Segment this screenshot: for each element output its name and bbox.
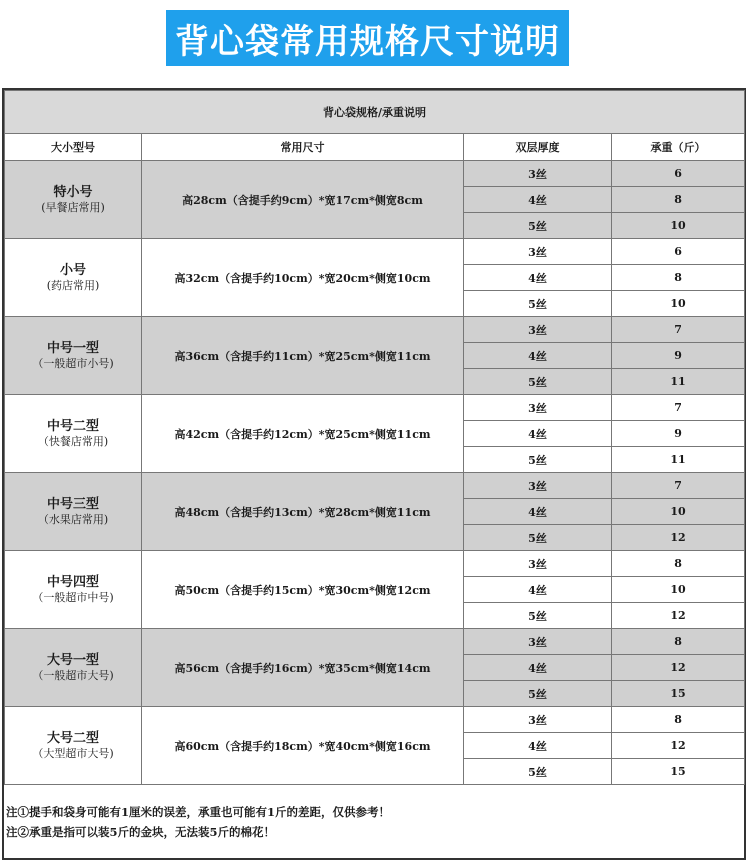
thickness-cell: 5丝 <box>464 681 612 707</box>
common-size-cell: 高50cm（含提手约15cm）*宽30cm*侧宽12cm <box>142 551 464 629</box>
size-model-cell <box>5 707 142 785</box>
thickness-cell: 5丝 <box>464 447 612 473</box>
size-model-name: 大号一型 <box>46 652 99 668</box>
footnote-1: 注①提手和袋身可能有1厘米的误差，承重也可能有1斤的差距，仅供参考！ <box>6 805 390 819</box>
common-size-cell: 高60cm（含提手约18cm）*宽40cm*侧宽16cm <box>142 707 464 785</box>
thickness-cell: 4丝 <box>464 343 612 369</box>
load-cell: 8 <box>612 187 745 213</box>
table-row <box>5 395 745 421</box>
size-model-name: 中号一型 <box>46 340 99 356</box>
thickness-cell: 3丝 <box>464 473 612 499</box>
thickness-cell: 3丝 <box>464 161 612 187</box>
size-model-name: 特小号 <box>53 184 93 200</box>
size-model-note: (早餐店常用) <box>41 200 105 214</box>
spec-table-frame <box>2 88 746 860</box>
size-model-cell <box>5 161 142 239</box>
size-model-cell <box>5 629 142 707</box>
common-size-cell: 高48cm（含提手约13cm）*宽28cm*侧宽11cm <box>142 473 464 551</box>
load-cell: 10 <box>612 499 745 525</box>
size-model-note: （快餐店常用) <box>37 434 109 448</box>
thickness-cell: 4丝 <box>464 655 612 681</box>
table-row <box>5 629 745 655</box>
thickness-cell: 3丝 <box>464 395 612 421</box>
load-cell: 7 <box>612 317 745 343</box>
load-cell: 8 <box>612 265 745 291</box>
load-cell: 6 <box>612 161 745 187</box>
size-model-name: 中号四型 <box>46 574 99 590</box>
load-cell: 10 <box>612 577 745 603</box>
table-row <box>5 551 745 577</box>
load-cell: 12 <box>612 525 745 551</box>
table-title: 背心袋规格/承重说明 <box>5 91 745 134</box>
load-cell: 10 <box>612 291 745 317</box>
table-body <box>5 161 745 785</box>
size-model-cell <box>5 395 142 473</box>
thickness-cell: 4丝 <box>464 733 612 759</box>
common-size-cell: 高28cm（含提手约9cm）*宽17cm*侧宽8cm <box>142 161 464 239</box>
thickness-cell: 4丝 <box>464 421 612 447</box>
header-thickness: 双层厚度 <box>464 134 612 161</box>
size-model-name: 大号二型 <box>46 730 99 746</box>
common-size-cell: 高56cm（含提手约16cm）*宽35cm*侧宽14cm <box>142 629 464 707</box>
size-model-note: （一般超市大号) <box>32 668 114 682</box>
table-row <box>5 707 745 733</box>
size-model-note: （水果店常用) <box>37 512 109 526</box>
size-model-note: （一般超市小号) <box>32 356 114 370</box>
size-model-note: (药店常用) <box>46 278 100 292</box>
load-cell: 8 <box>612 551 745 577</box>
load-cell: 6 <box>612 239 745 265</box>
thickness-cell: 4丝 <box>464 265 612 291</box>
header-common-size: 常用尺寸 <box>142 134 464 161</box>
load-cell: 11 <box>612 369 745 395</box>
thickness-cell: 5丝 <box>464 291 612 317</box>
size-model-cell <box>5 473 142 551</box>
size-model-name: 小号 <box>59 262 86 278</box>
table-row <box>5 239 745 265</box>
load-cell: 8 <box>612 629 745 655</box>
thickness-cell: 3丝 <box>464 551 612 577</box>
size-model-name: 中号三型 <box>46 496 99 512</box>
size-model-cell <box>5 239 142 317</box>
load-cell: 9 <box>612 343 745 369</box>
load-cell: 12 <box>612 733 745 759</box>
table-row <box>5 317 745 343</box>
thickness-cell: 3丝 <box>464 629 612 655</box>
thickness-cell: 5丝 <box>464 525 612 551</box>
load-cell: 8 <box>612 707 745 733</box>
table-row <box>5 161 745 187</box>
footnotes <box>6 802 736 842</box>
thickness-cell: 5丝 <box>464 759 612 785</box>
load-cell: 7 <box>612 473 745 499</box>
footnote-2: 注②承重是指可以装5斤的金块，无法装5斤的棉花！ <box>6 825 276 839</box>
thickness-cell: 3丝 <box>464 239 612 265</box>
thickness-cell: 4丝 <box>464 577 612 603</box>
load-cell: 11 <box>612 447 745 473</box>
load-cell: 12 <box>612 655 745 681</box>
size-model-note: （大型超市大号) <box>32 746 114 760</box>
header-load: 承重（斤） <box>612 134 745 161</box>
load-cell: 12 <box>612 603 745 629</box>
page-banner-title: 背心袋常用规格尺寸说明 <box>166 10 569 66</box>
thickness-cell: 5丝 <box>464 603 612 629</box>
spec-table <box>4 90 745 785</box>
load-cell: 15 <box>612 759 745 785</box>
size-model-note: （一般超市中号) <box>32 590 114 604</box>
common-size-cell: 高42cm（含提手约12cm）*宽25cm*侧宽11cm <box>142 395 464 473</box>
common-size-cell: 高36cm（含提手约11cm）*宽25cm*侧宽11cm <box>142 317 464 395</box>
size-model-name: 中号二型 <box>46 418 99 434</box>
load-cell: 7 <box>612 395 745 421</box>
size-model-cell <box>5 317 142 395</box>
load-cell: 15 <box>612 681 745 707</box>
thickness-cell: 3丝 <box>464 707 612 733</box>
thickness-cell: 4丝 <box>464 499 612 525</box>
thickness-cell: 5丝 <box>464 213 612 239</box>
table-row <box>5 473 745 499</box>
thickness-cell: 5丝 <box>464 369 612 395</box>
common-size-cell: 高32cm（含提手约10cm）*宽20cm*侧宽10cm <box>142 239 464 317</box>
thickness-cell: 3丝 <box>464 317 612 343</box>
load-cell: 9 <box>612 421 745 447</box>
header-size-model: 大小型号 <box>5 134 142 161</box>
size-model-cell <box>5 551 142 629</box>
load-cell: 10 <box>612 213 745 239</box>
thickness-cell: 4丝 <box>464 187 612 213</box>
